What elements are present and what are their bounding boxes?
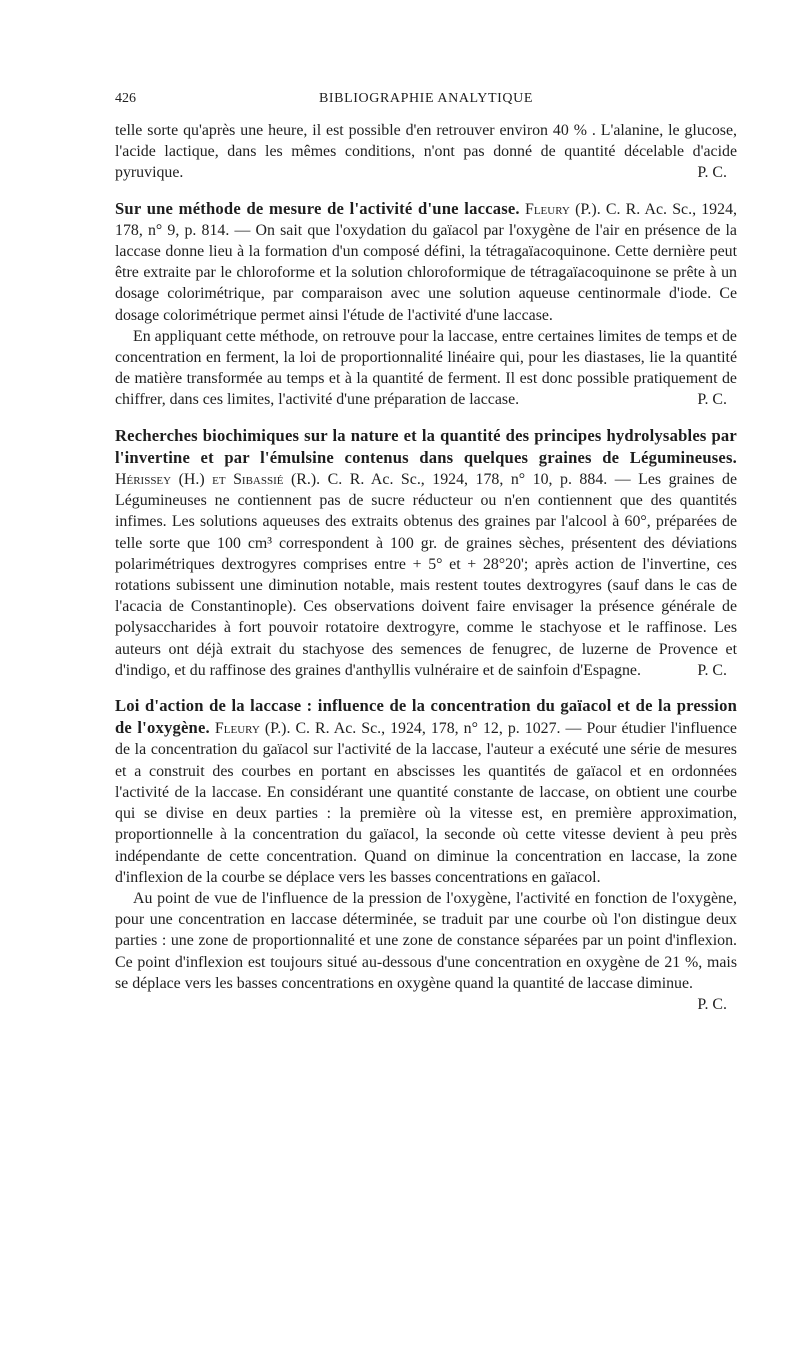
entry-paragraph bbox=[115, 695, 737, 888]
page-header bbox=[115, 88, 737, 112]
entry-citation: C. R. Ac. Sc., 1924, 178, n° 10, p. 884. — bbox=[327, 471, 631, 489]
bibliography-entry bbox=[115, 695, 737, 1015]
entry-body: Pour étudier l'influence de la concentration du gaïacol sur l'activité de la laccase, l'auteur a exécuté une série de mesures et a construit des courbes en portant en abscisses les quantités de gaïacol et en ordonnées l'activité de la laccase. En considérant une quantité constante de laccase, on obtient une courbe qui se divise en deux parties : la première où la vitesse est, en première approximation, proportionnelle à la concentration du gaïacol, la seconde où cette vitesse devient à peu près indépendante de cette concentration. Quand on diminue la concentration en laccase, la zone d'inflexion de la courbe se déplace vers les basses concentrations en gaïacol. bbox=[115, 720, 737, 886]
entry-citation: C. R. Ac. Sc., 1924, 178, n° 9, p. 814. — bbox=[115, 200, 737, 239]
entry-paragraph-continued bbox=[115, 888, 737, 1015]
entry-paragraph bbox=[115, 198, 737, 326]
entry-citation: C. R. Ac. Sc., 1924, 178, n° 12, p. 1027. — bbox=[295, 720, 582, 738]
entry-title: Recherches biochimiques sur la nature et la quantité des principes hydrolysables par l'invertine et par l'émulsine contenus dans quelques graines de Légumineuses. bbox=[115, 425, 737, 467]
bibliography-entry bbox=[115, 198, 737, 411]
entry-title: Sur une méthode de mesure de l'activité d'une laccase. bbox=[115, 198, 520, 218]
signature: P. C. bbox=[697, 164, 727, 182]
signature: P. C. bbox=[697, 995, 727, 1013]
bibliography-entry bbox=[115, 425, 737, 681]
entry-paragraph-continued bbox=[115, 326, 737, 411]
document-page bbox=[115, 88, 737, 1015]
entry-author: Fleury (P.). bbox=[524, 200, 601, 218]
entry-paragraph bbox=[115, 425, 737, 681]
page-number: 426 bbox=[115, 91, 136, 106]
intro-paragraph bbox=[115, 120, 737, 184]
entry-body: Les graines de Légumineuses ne contiennent pas de sucre réducteur ou n'en contiennent que des quantités infimes. Les solutions aqueuses des extraits obtenus des graines par l'alcool à 60°, préparées de telle sorte que 100 cm³ correspondent à 100 gr. de graines sèches, présentent des déviations polarimétriques dextrogyres comprises entre + 5° et + 28°20'; après action de l'invertine, ces rotations subissent une diminution notable, mais restent toutes dextrogyres (sauf dans le cas de l'acacia de Constantinople). Ces observations doivent faire envisager la présence générale de polysaccharides à fort pouvoir rotatoire dextrogyre, comme le stachyose et le raffinose. Les auteurs ont déjà extrait du stachyose des semences de fenugrec, de luzerne de Provence et d'indigo, et du raffinose des graines d'anthyllis vulnéraire et de sainfoin d'Espagne. bbox=[115, 471, 737, 679]
entry-body: On sait que l'oxydation du gaïacol par l'oxygène de l'air en présence de la laccase donne lieu à la formation d'un composé défini, la tétragaïacoquinone. Cette dernière peut être extraite par le chloroforme et la solution chloroformique de tétragaïacoquinone se prête à un dosage colorimétrique, par comparaison avec une solution aqueuse centinormale d'iode. Ce dosage colorimétrique permet ainsi l'étude de l'activité d'une laccase. bbox=[115, 221, 737, 324]
signature: P. C. bbox=[697, 391, 727, 409]
entry-author: Hérissey (H.) et Sibassié (R.). bbox=[115, 471, 321, 489]
signature: P. C. bbox=[697, 661, 727, 679]
entry-body-continued: En appliquant cette méthode, on retrouve pour la laccase, entre certaines limites de temps et de concentration en ferment, la loi de proportionnalité linéaire qui, pour les diastases, lie la quantité de matière transformée au temps et à la quantité de ferment. Il est donc possible pratiquement de chiffrer, dans ces limites, l'activité d'une préparation de laccase. bbox=[115, 327, 737, 409]
intro-text: telle sorte qu'après une heure, il est possible d'en retrouver environ 40 % . L'alanine, le glucose, l'acide lactique, dans les mêmes conditions, n'ont pas donné de quantité décelable d'acide pyruvique. bbox=[115, 122, 737, 182]
entry-author: Fleury (P.). bbox=[214, 720, 291, 738]
entry-title: Loi d'action de la laccase : influence de la concentration du gaïacol et de la pression de l'oxygène. bbox=[115, 696, 737, 738]
running-title: BIBLIOGRAPHIE ANALYTIQUE bbox=[318, 91, 534, 106]
entry-body-continued: Au point de vue de l'influence de la pression de l'oxygène, l'activité en fonction de l'oxygène, pour une concentration en laccase déterminée, se traduit par une courbe où l'on distingue deux parties : une zone de proportionnalité et une zone de constance séparées par un point d'inflexion. Ce point d'inflexion est toujours situé au-dessous d'une concentration en oxygène de 21 %, mais se déplace vers les basses concentrations en oxygène quand la quantité de laccase diminue. bbox=[115, 889, 737, 992]
